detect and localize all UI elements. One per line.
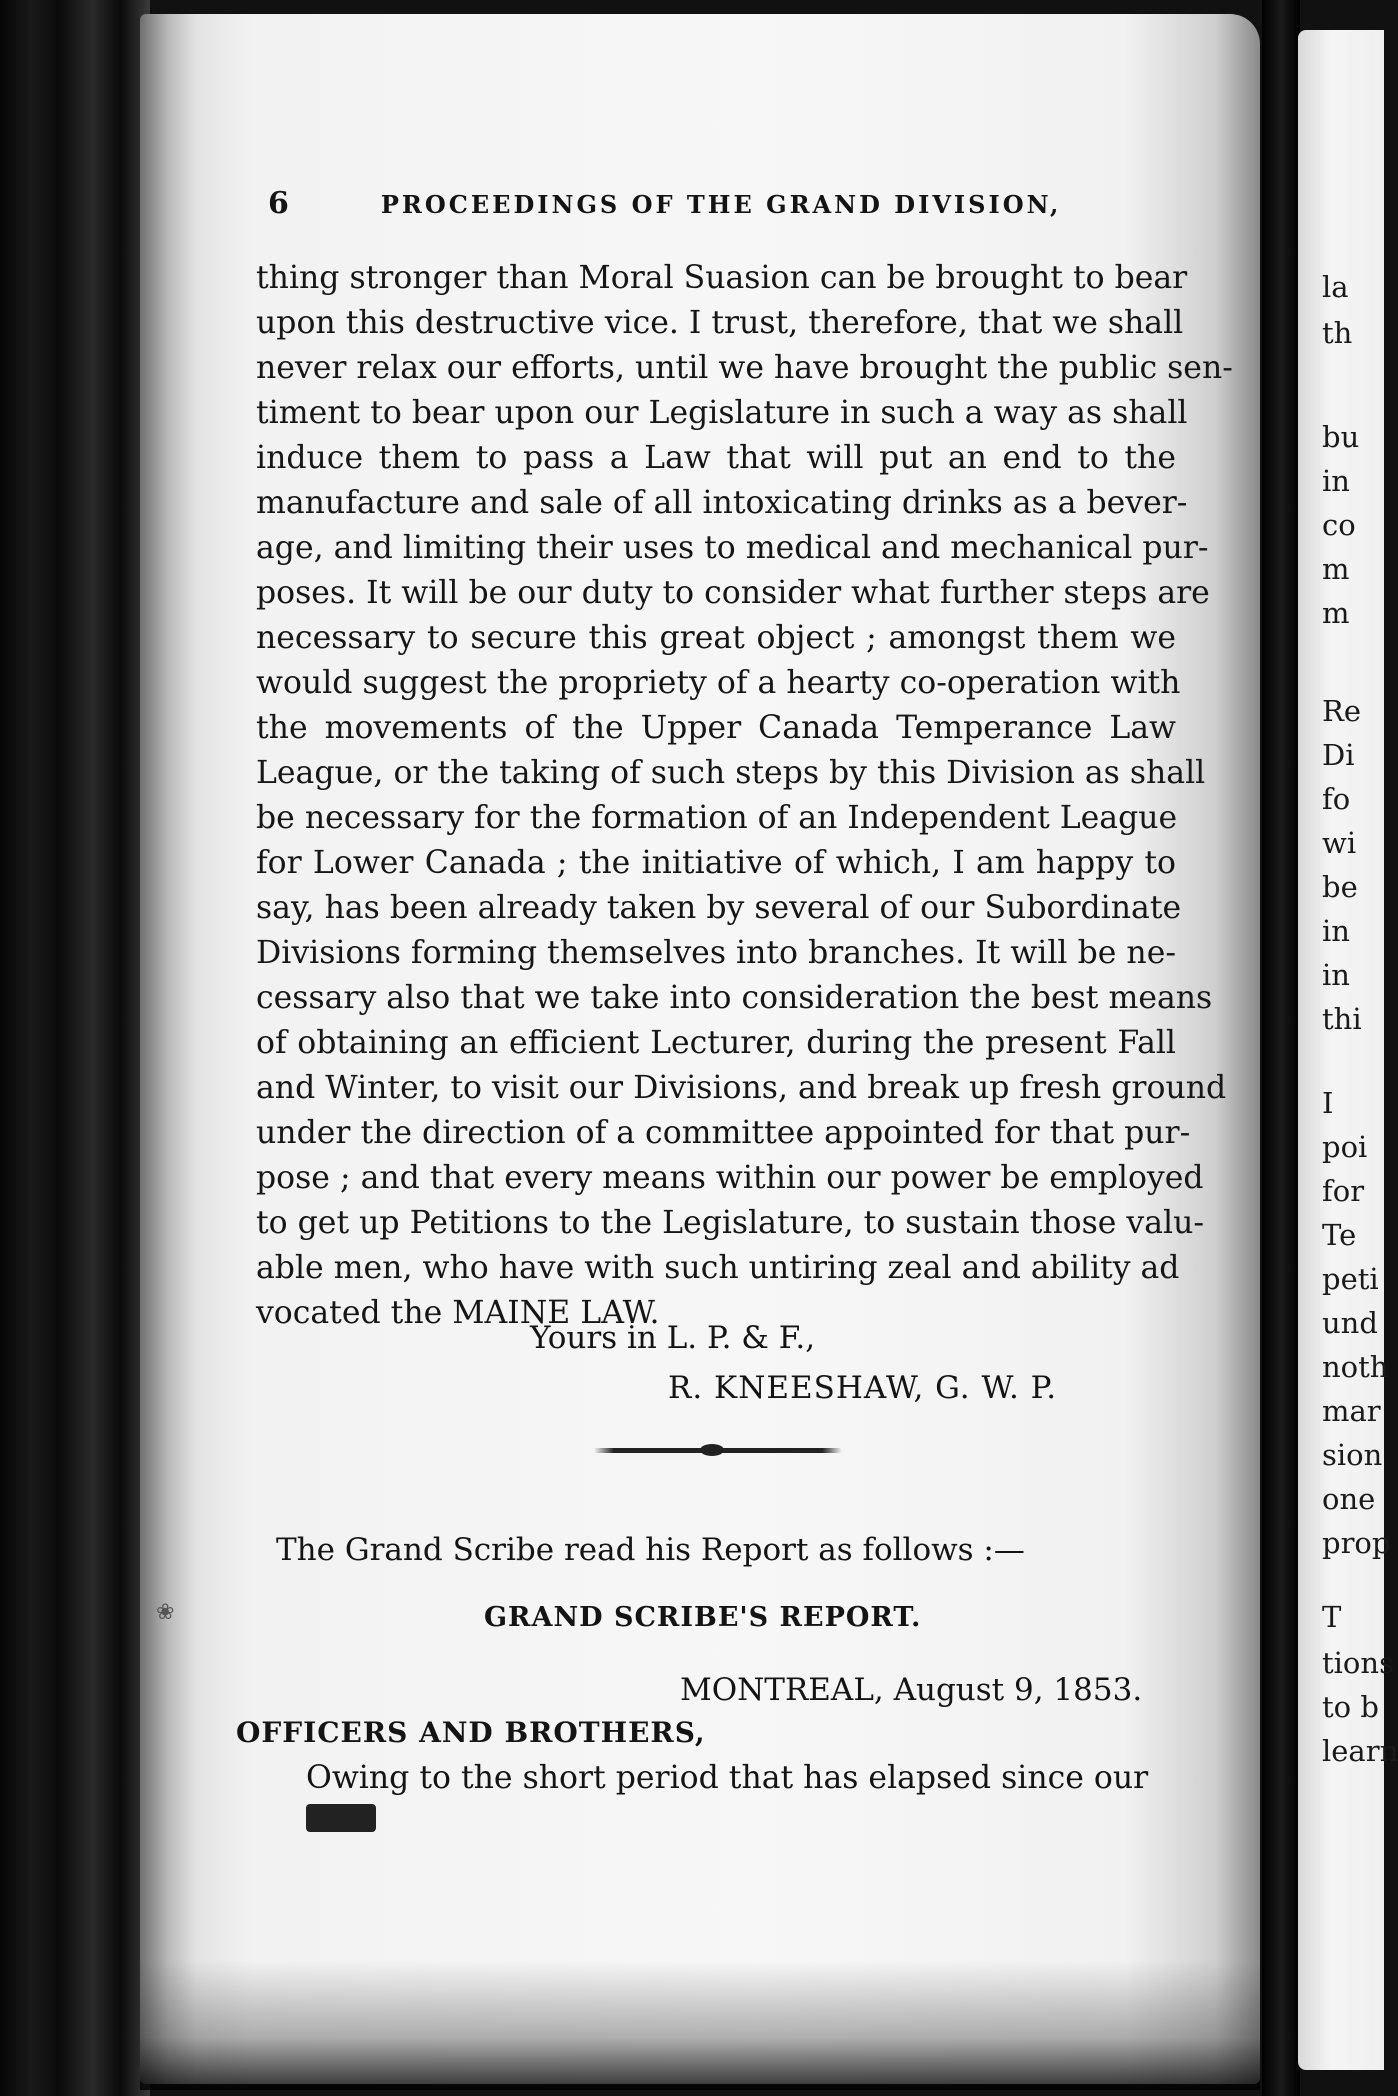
book-gutter — [1262, 0, 1300, 2096]
facing-page-fragment: prop — [1322, 1526, 1391, 1560]
facing-page-fragment: Re — [1322, 694, 1361, 728]
facing-page-fragment: m — [1322, 596, 1350, 630]
letter-line: pose ; and that every means within our power be employed — [256, 1160, 1204, 1196]
facing-page-fragment: bu — [1322, 420, 1360, 454]
letter-line: and Winter, to visit our Divisions, and break up fresh ground — [256, 1070, 1227, 1106]
letter-line: vocated the MAINE LAW. — [256, 1295, 660, 1331]
letter-line: upon this destructive vice. I trust, therefore, that we shall — [256, 305, 1184, 341]
letter-line: cessary also that we take into consideration the best means — [256, 980, 1213, 1016]
closing-line: Yours in L. P. & F., — [530, 1320, 816, 1356]
letter-line: under the direction of a committee appointed for that pur- — [256, 1115, 1191, 1151]
letter-line: say, has been already taken by several of our Subordinate — [256, 890, 1182, 926]
facing-page-fragment: be — [1322, 870, 1358, 904]
facing-page-fragment: one — [1322, 1482, 1376, 1516]
letter-line: thing stronger than Moral Suasion can be brought to bear — [256, 260, 1188, 296]
facing-page-fragment: la — [1322, 270, 1349, 304]
facing-page-fragment: I — [1322, 1086, 1334, 1120]
salutation: OFFICERS AND BROTHERS, — [236, 1716, 706, 1749]
scribe-intro: The Grand Scribe read his Report as follows :— — [276, 1532, 1025, 1568]
facing-page-fragment: for — [1322, 1174, 1365, 1208]
letter-line: would suggest the propriety of a hearty co-operation with — [256, 665, 1181, 701]
facing-page-fragment: m — [1322, 552, 1350, 586]
facing-page-fragment: noth — [1322, 1350, 1389, 1384]
facing-page-fragment: thi — [1322, 1002, 1362, 1036]
letter-body — [256, 256, 1233, 1336]
divider-ornament — [700, 1444, 724, 1456]
facing-page-fragment: Te — [1322, 1218, 1357, 1252]
facing-page-fragment: peti — [1322, 1262, 1379, 1296]
letter-line: of obtaining an efficient Lecturer, during the present Fall — [256, 1025, 1176, 1061]
facing-page-fragment: th — [1322, 316, 1353, 350]
report-first-line: Owing to the short period that has elapsed since our — [306, 1760, 1149, 1796]
letter-line: age, and limiting their uses to medical and mechanical pur- — [256, 530, 1209, 566]
facing-page-fragment: und — [1322, 1306, 1378, 1340]
facing-page-fragment: to b — [1322, 1690, 1379, 1724]
report-title: GRAND SCRIBE'S REPORT. — [484, 1602, 922, 1633]
letter-line: to get up Petitions to the Legislature, to sustain those valu- — [256, 1205, 1204, 1241]
facing-page-fragment: mar — [1322, 1394, 1381, 1428]
facing-page-fragment: wi — [1322, 826, 1357, 860]
facing-page-fragment: in — [1322, 914, 1350, 948]
letter-line: timent to bear upon our Legislature in such a way as shall — [256, 395, 1188, 431]
page-bottom-shadow — [140, 1960, 1260, 2090]
letter-line: League, or the taking of such steps by this Division as shall — [256, 755, 1206, 791]
running-header — [268, 186, 1061, 221]
book-spine-left — [0, 0, 150, 2096]
letter-line: induce them to pass a Law that will put an end to the — [256, 440, 1176, 476]
letter-line: Divisions forming themselves into branches. It will be ne- — [256, 935, 1176, 971]
facing-page-fragment: tions — [1322, 1646, 1394, 1680]
facing-page-fragment: sion — [1322, 1438, 1383, 1472]
facing-page-fragment: T — [1322, 1600, 1342, 1634]
facing-page-fragment: co — [1322, 508, 1356, 542]
facing-page-fragment: in — [1322, 958, 1350, 992]
letter-line: poses. It will be our duty to consider what further steps are — [256, 575, 1210, 611]
facing-page-fragment: learn — [1322, 1734, 1398, 1768]
letter-line: never relax our efforts, until we have brought the public sen- — [256, 350, 1233, 386]
page-number: 6 — [268, 186, 289, 221]
letter-line: necessary to secure this great object ; amongst them we — [256, 620, 1176, 656]
facing-page-fragment: fo — [1322, 782, 1351, 816]
signature: R. KNEESHAW, G. W. P. — [668, 1370, 1058, 1406]
stain-mark-icon: ❀ — [156, 1600, 175, 1625]
dateline: MONTREAL, August 9, 1853. — [680, 1672, 1143, 1708]
letter-line: the movements of the Upper Canada Temperance Law — [256, 710, 1176, 746]
letter-line: for Lower Canada ; the initiative of which, I am happy to — [256, 845, 1176, 881]
facing-page-fragment: in — [1322, 464, 1350, 498]
letter-line: manufacture and sale of all intoxicating drinks as a bever- — [256, 485, 1188, 521]
facing-page-fragment: Di — [1322, 738, 1355, 772]
letter-line: be necessary for the formation of an Independent League — [256, 800, 1178, 836]
facing-page-fragment: poi — [1322, 1130, 1368, 1164]
running-title: PROCEEDINGS OF THE GRAND DIVISION, — [380, 190, 1062, 219]
ink-blot — [306, 1804, 376, 1832]
letter-line: able men, who have with such untiring zeal and ability ad — [256, 1250, 1180, 1286]
